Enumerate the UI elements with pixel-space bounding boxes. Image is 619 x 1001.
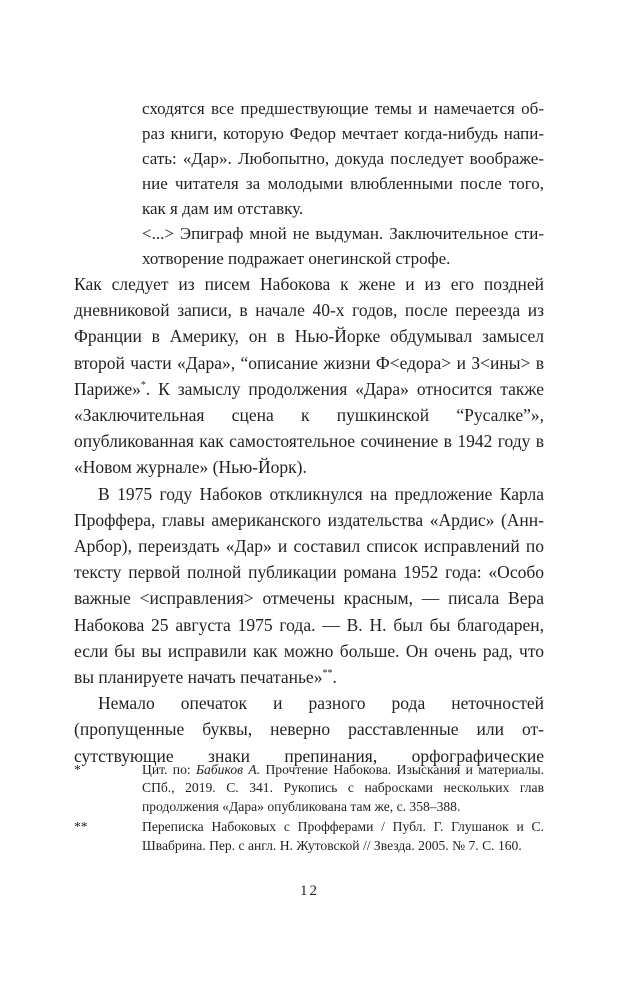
page-number: 12 <box>300 883 319 899</box>
footnote-1 <box>74 761 544 816</box>
quote-line: ние читателя за молодыми влюбленными после того, <box>142 174 544 193</box>
paragraph-1 <box>74 271 544 481</box>
paragraph-2 <box>74 481 544 691</box>
footnote-ref-2: ** <box>322 668 333 680</box>
paragraph-1-text: Как следует из писем Набокова к жене и из его поздней дневниковой записи, в начале 40-х годов, после переезда из Франции в Америку, он в Нью-Йорке обдумывал замысел второй части «Дара», “описание жизни Ф<едора> и З<ины> в Париже» <box>74 274 544 399</box>
footnote-mark: * <box>74 762 81 777</box>
quote-line: сать: «Дар». Любопытно, докуда последует воображе- <box>142 149 544 168</box>
footnote-body: Прочтение Набокова. Изыскания и материалы. СПб., 2019. С. 341. Рукопись с набросками нескольких глав продолжения «Дара» опубликована там же, с. 358–388. <box>142 762 544 814</box>
paragraph-2-text: В 1975 году Набоков откликнулся на предложение Карла Проффера, главы американского издательства «Ардис» (Анн-Арбор), переиздать «Дар» и составил список исправлений по тексту первой полной публикации романа 1952 года: «Особо важные <исправления> отмечены красным, — писала Вера Набокова 25 августа 1975 года. — В. Н. был бы благодарен, если бы вы исправили как можно больше. Он очень рад, что вы планируете начать печатанье» <box>74 483 544 688</box>
footnote-body: Переписка Набоковых с Профферами / Публ. Г. Глушанок и С. Швабрина. Пер. с англ. Н. Жутовской // Звезда. 2005. № 7. С. 160. <box>142 819 544 853</box>
footnote-ref-1: * <box>140 379 146 391</box>
footnote-2 <box>74 818 544 855</box>
footnote-prefix: Цит. по: <box>142 762 197 777</box>
quote-line: <...> Эпиграф мной не выдуман. Заключительное сти- <box>142 224 544 243</box>
paragraph-1-end: . К замыслу продолжения «Дара» относится также «Заключительная сцена к пушкинской “Русалке”», опубликованная как самостоятельное сочинение в 1942 году в «Новом журнале» (Нью-Йорк). <box>74 378 544 478</box>
footnotes <box>74 761 544 857</box>
epigraph-quote <box>142 96 544 271</box>
paragraph-2-end: . <box>332 667 337 688</box>
main-text <box>74 271 544 769</box>
footnote-mark: ** <box>74 819 88 835</box>
quote-line: хотворение подражает онегинской строфе. <box>142 249 451 268</box>
quote-line: раз книги, которую Федор мечтает когда-нибудь напи- <box>142 124 544 143</box>
paragraph-3: Немало опечаток и разного рода неточностей (пропущенные буквы, неверно расставленные или отсутствующие знаки препинания, орфографические <box>74 693 544 766</box>
footnote-author: Бабиков А. <box>196 762 261 777</box>
quote-line: как я дам им отставку. <box>142 199 304 218</box>
footnote-text <box>142 818 544 855</box>
footnote-text <box>142 761 544 816</box>
quote-line: сходятся все предшествующие темы и намечается об- <box>142 99 544 118</box>
